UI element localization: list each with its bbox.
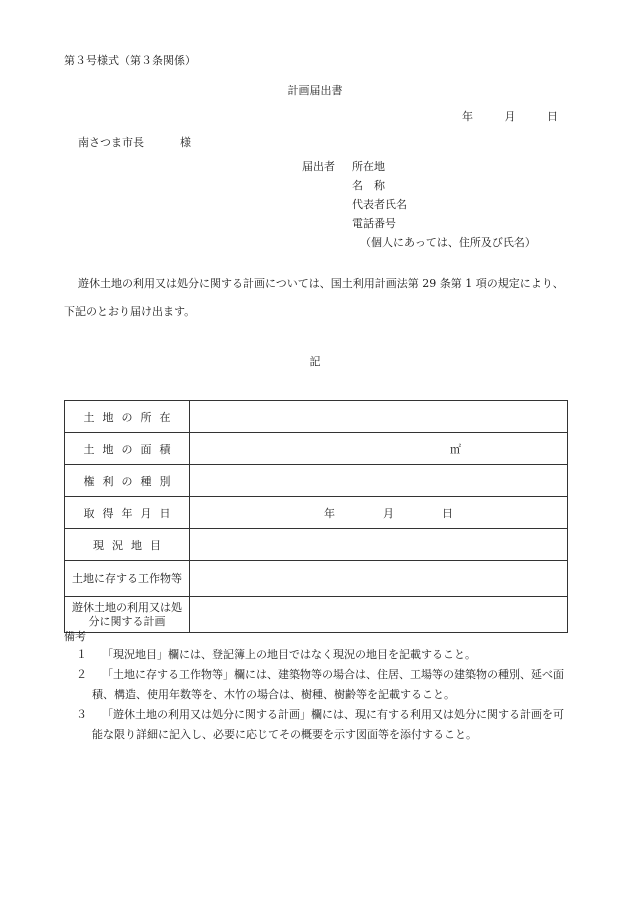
notifier-block [302, 157, 536, 249]
notes-list [64, 645, 574, 745]
notes-title: 備考 [64, 630, 86, 643]
addressee-honorific: 様 [180, 136, 191, 149]
row-value-location [190, 401, 568, 433]
row-label-right-type: 権利の種別 [65, 465, 190, 497]
addressee-name: 南さつま市長 [78, 136, 144, 149]
list-item: ３ 「遊休土地の利用又は処分に関する計画」欄には、現に有する利用又は処分に関する計画を可能な限り詳細に記入し、必要に応じてその概要を示す図面等を添付すること。 [76, 708, 564, 741]
items-table [64, 400, 568, 633]
row-value-acquisition-date [190, 497, 568, 529]
row-label-current-land-use: 現況地目 [65, 529, 190, 561]
table-row [65, 529, 568, 561]
notifier-fields [352, 157, 536, 252]
row-label-area: 土地の面積 [65, 433, 190, 465]
table-row [65, 597, 568, 633]
notifier-field-address: 所在地 [352, 160, 385, 173]
row-value-right-type [190, 465, 568, 497]
table-row [65, 561, 568, 597]
notifier-label: 届出者 [302, 160, 335, 173]
form-label: 第３号様式（第３条関係） [64, 54, 196, 67]
submission-date [462, 108, 558, 124]
row-label-plan: 遊休土地の利用又は処分に関する計画 [65, 597, 190, 633]
row-value-current-land-use [190, 529, 568, 561]
table-row [65, 497, 568, 529]
list-item: ２ 「土地に存する工作物等」欄には、建築物等の場合は、住居、工場等の建築物の種別、延べ面積、構造、使用年数等を、木竹の場合は、樹種、樹齢等を記載すること。 [76, 668, 564, 701]
table-row [65, 465, 568, 497]
row-value-plan [190, 597, 568, 633]
notifier-field-individual-note: （個人にあっては、住所及び氏名） [360, 236, 536, 249]
table-row [65, 401, 568, 433]
row-label-acquisition-date: 取得年月日 [65, 497, 190, 529]
body-text: 遊休土地の利用又は処分に関する計画については、国土利用計画法第 29 条第 1 項の規定により、下記のとおり届け出ます。 [64, 277, 564, 318]
notifier-field-name: 名 称 [352, 179, 385, 192]
notifier-field-representative: 代表者氏名 [352, 198, 407, 211]
date-day: 日 [547, 110, 558, 123]
addressee [78, 134, 191, 150]
date-month: 月 [504, 110, 516, 123]
row-value-structures [190, 561, 568, 597]
document-title: 計画届出書 [287, 84, 343, 97]
area-unit: ㎡ [450, 443, 461, 456]
row-label-structures: 土地に存する工作物等 [65, 561, 190, 597]
ki-heading: 記 [309, 355, 321, 368]
notifier-field-phone: 電話番号 [352, 217, 396, 230]
acquisition-date-fields: 年 月 日 [324, 507, 453, 520]
table-row [65, 433, 568, 465]
row-label-location: 土地の所在 [65, 401, 190, 433]
row-value-area [190, 433, 568, 465]
list-item: １ 「現況地目」欄には、登記簿上の地目ではなく現況の地目を記載すること。 [76, 648, 476, 661]
date-year: 年 [462, 110, 473, 123]
